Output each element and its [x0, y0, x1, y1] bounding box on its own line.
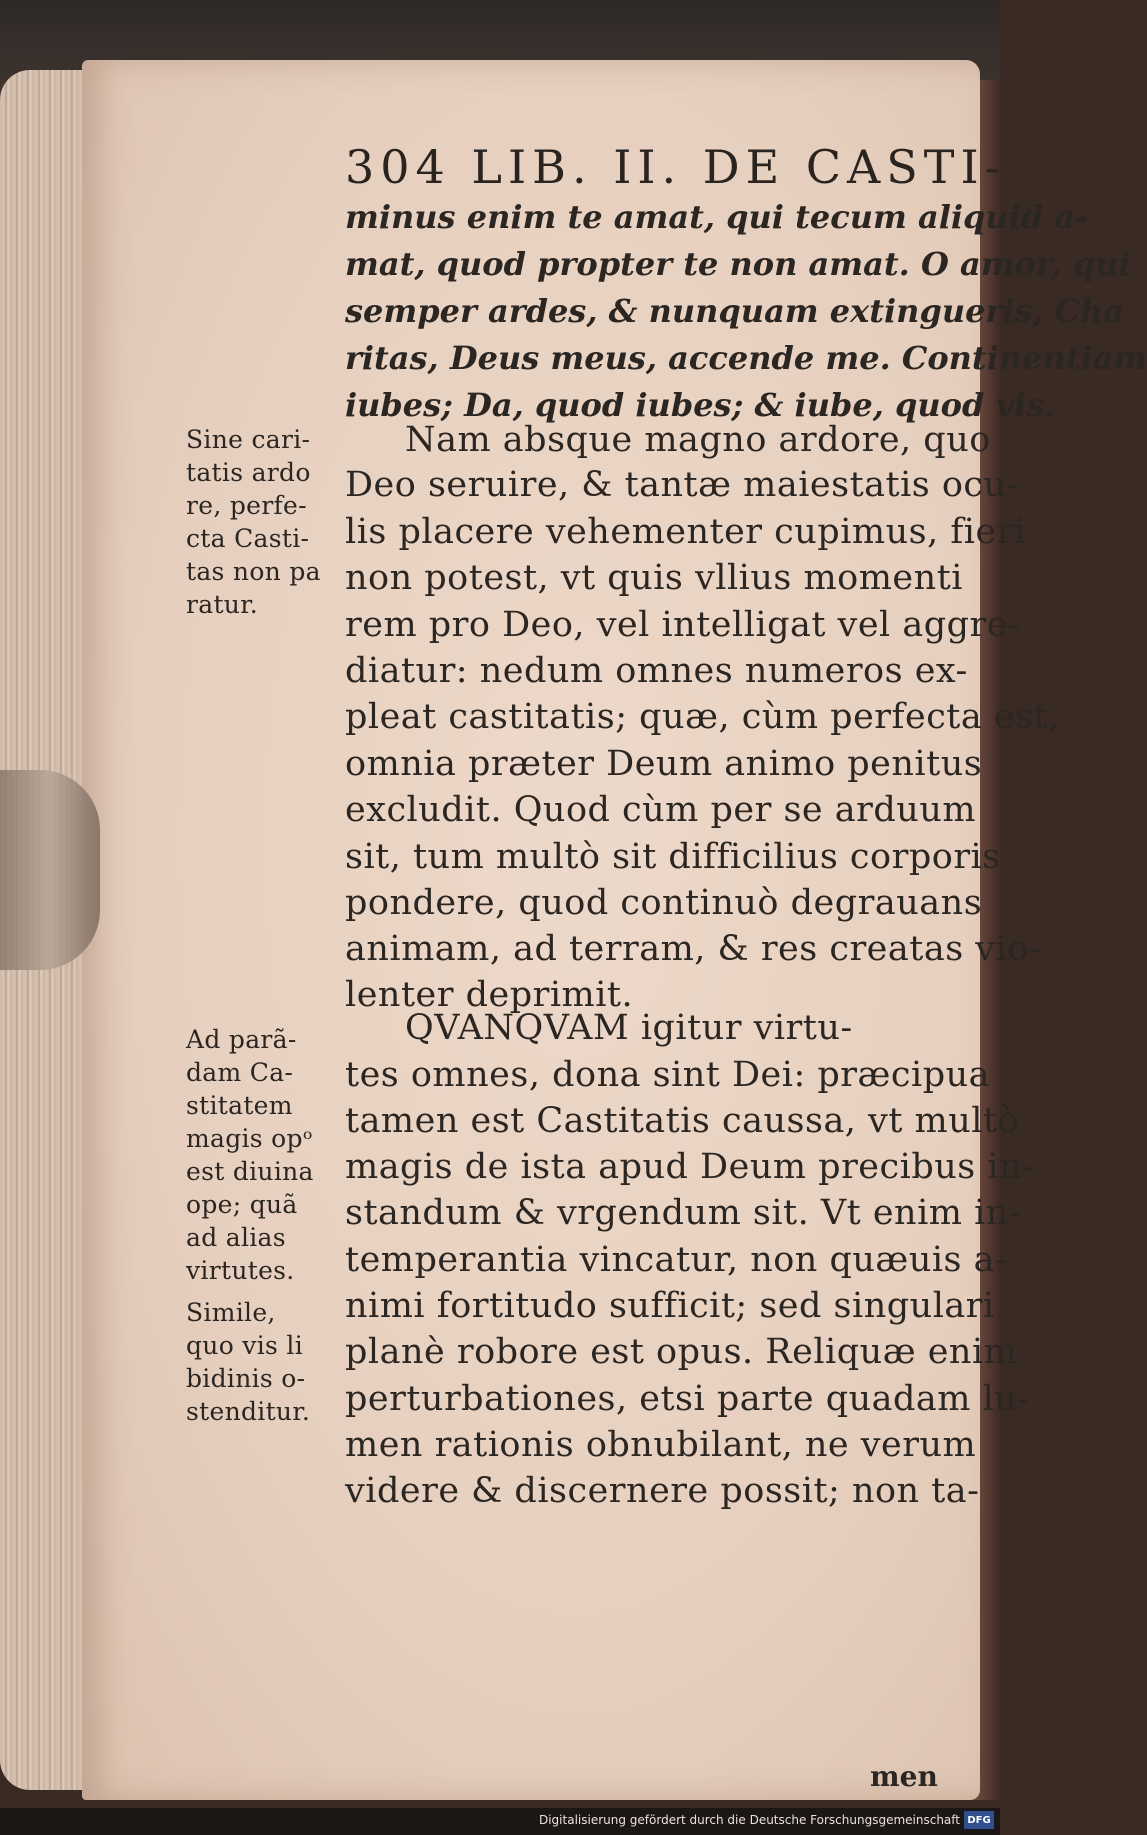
text-line: perturbationes, etsi parte quadam lu- [345, 1379, 1030, 1419]
margin-note-line: stitatem [186, 1091, 293, 1120]
text-line: men rationis obnubilant, ne verum [345, 1425, 977, 1465]
margin-note-line: bidinis o- [186, 1364, 306, 1393]
running-head: 304 LIB. II. DE CASTI- [345, 140, 1007, 194]
text-line: tes omnes, dona sint Dei: præcipua [345, 1055, 991, 1095]
dfg-logo: DFG [964, 1811, 994, 1829]
margin-note-line: ratur. [186, 590, 258, 619]
text-line: nimi fortitudo sufficit; sed singulari [345, 1286, 995, 1326]
text-line: videre & discernere possit; non ta- [345, 1471, 980, 1511]
margin-note-line: dam Ca- [186, 1058, 294, 1087]
margin-note-line: stenditur. [186, 1397, 311, 1426]
margin-note-line: ope; quã [186, 1190, 298, 1219]
text-line: semper ardes, & nunquam extingueris, Cha [345, 292, 1125, 330]
text-line: iubes; Da, quod iubes; & iube, quod vis. [345, 386, 1056, 424]
text-line: pleat castitatis; quæ, cùm perfecta est, [345, 697, 1060, 737]
text-line: temperantia vincatur, non quæuis a- [345, 1240, 1008, 1280]
text-line: standum & vrgendum sit. Vt enim in- [345, 1193, 1022, 1233]
margin-note-line: Sine cari- [186, 425, 311, 454]
text-line: magis de ista apud Deum precibus in- [345, 1147, 1035, 1187]
margin-note-line: Simile, [186, 1298, 276, 1327]
text-line: Deo seruire, & tantæ maiestatis ocu- [345, 465, 1019, 505]
margin-note-line: est diuina [186, 1157, 314, 1186]
text-line: lis placere vehementer cupimus, fieri [345, 512, 1026, 552]
text-line: minus enim te amat, qui tecum aliquid a- [345, 198, 1089, 236]
text-line: animam, ad terram, & res creatas vio- [345, 929, 1042, 969]
margin-note-line: Ad parã- [186, 1025, 297, 1054]
margin-note-line: re, perfe- [186, 491, 307, 520]
margin-note-line: magis opᵒ [186, 1124, 313, 1153]
text-line: sit, tum multò sit difficilius corporis [345, 837, 1001, 877]
text-line: pondere, quod continuò degrauans [345, 883, 983, 923]
text-line: non potest, vt quis vllius momenti [345, 558, 963, 598]
clip-shadow [0, 770, 100, 970]
catchword: men [870, 1760, 938, 1793]
text-line: omnia præter Deum animo penitus [345, 744, 983, 784]
margin-note-line: virtutes. [186, 1256, 295, 1285]
text-line: mat, quod propter te non amat. O amor, qui [345, 245, 1131, 283]
text-line: rem pro Deo, vel intelligat vel aggre- [345, 605, 1021, 645]
margin-note-line: ad alias [186, 1223, 286, 1252]
footer-credit: Digitalisierung gefördert durch die Deutsche Forschungsgemeinschaft [538, 1813, 960, 1827]
text-line: diatur: nedum omnes numeros ex- [345, 651, 968, 691]
text-line: excludit. Quod cùm per se arduum [345, 790, 977, 830]
margin-note-line: cta Casti- [186, 524, 310, 553]
text-line: Nam absque magno ardore, quo [405, 420, 991, 460]
margin-note-line: quo vis li [186, 1331, 303, 1360]
margin-note-line: tas non pa [186, 557, 321, 586]
text-line: ritas, Deus meus, accende me. Continentiam [345, 339, 1147, 377]
text-line: tamen est Castitatis caussa, vt multò [345, 1101, 1020, 1141]
margin-note-line: tatis ardo [186, 458, 311, 487]
text-line: lenter deprimit. [345, 975, 634, 1015]
text-line: QVANQVAM igitur virtu- [405, 1008, 853, 1048]
text-line: planè robore est opus. Reliquæ enim [345, 1332, 1018, 1372]
